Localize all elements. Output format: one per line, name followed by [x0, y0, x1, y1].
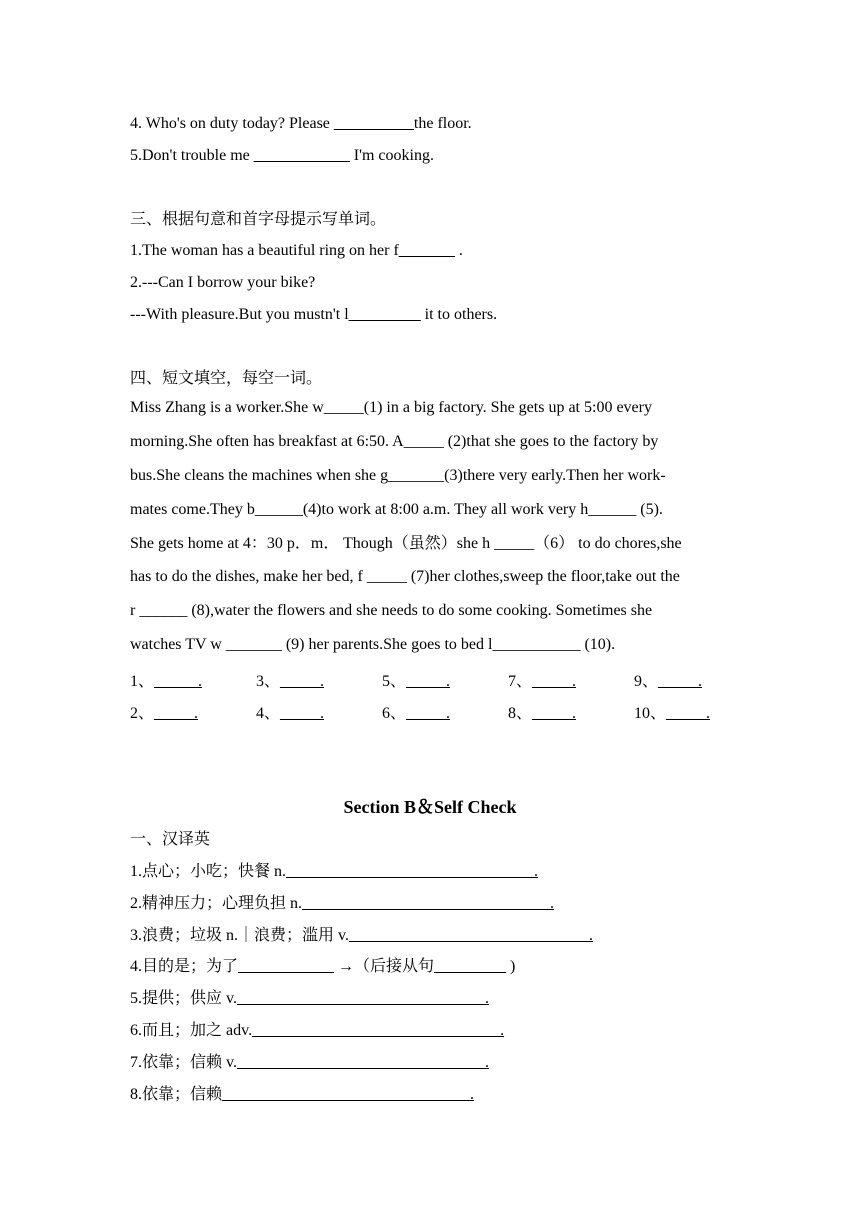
- part3-title: 三、根据句意和首字母提示写单词。: [130, 211, 387, 228]
- part3-question-1: 1.The woman has a beautiful ring on her f_______ .: [130, 242, 463, 259]
- part3-question-2a: 2.---Can I borrow your bike?: [130, 274, 316, 291]
- part2-question-5: 5.Don't trouble me ____________ I'm cooking.: [130, 147, 434, 164]
- answer-blank: _______________________________.: [286, 863, 539, 880]
- answer-blank: _______________________________.: [236, 990, 489, 1007]
- passage-line: watches TV w _______ (9) her parents.She goes to bed l___________ (10).: [130, 636, 616, 653]
- translation-item-2: 2.精神压力；心理负担 n._______________________________.: [130, 895, 555, 912]
- answer-blank: _______________________________.: [302, 895, 555, 912]
- answer-blank: __________: [333, 115, 414, 132]
- answer-slot: 8、_____.: [508, 705, 577, 722]
- answer-slot: 1、 _____.: [130, 673, 203, 690]
- answer-blank: _______________________________.: [236, 1054, 489, 1071]
- answer-blank: _______________________________.: [222, 1086, 475, 1103]
- answer-blank: _________: [348, 306, 421, 323]
- answer-slot: 2、_____.: [130, 705, 199, 722]
- answer-blank: ____________: [238, 958, 335, 975]
- part3-question-2b: ---With pleasure.But you mustn't l_________ it to others.: [130, 306, 498, 323]
- translation-item-8: 8.依靠；信赖_______________________________.: [130, 1086, 475, 1103]
- translation-item-1: 1.点心；小吃；快餐 n._______________________________.: [130, 863, 539, 880]
- answer-row-2: [130, 704, 760, 724]
- section-b-part1-title: 一、汉译英: [130, 831, 211, 848]
- part4-title: 四、短文填空，每空一词。: [130, 370, 323, 387]
- answer-blank: _________: [434, 958, 507, 975]
- answer-blank: _______________________________.: [252, 1022, 505, 1039]
- translation-item-6: 6.而且；加之 adv._______________________________.: [130, 1022, 505, 1039]
- translation-item-4: 4.目的是；为了____________ →（后接从句_________ ): [130, 958, 516, 975]
- answer-blank: ____________: [253, 147, 350, 164]
- answer-slot: 10、_____.: [634, 705, 711, 722]
- passage-line: has to do the dishes, make her bed, f _____ (7)her clothes,sweep the floor,take out the: [130, 568, 680, 585]
- passage-line: Miss Zhang is a worker.She w_____(1) in a big factory. She gets up at 5:00 every: [130, 399, 652, 416]
- answer-row-1: [130, 672, 760, 692]
- passage-line: r ______ (8),water the flowers and she needs to do some cooking. Sometimes she: [130, 602, 653, 619]
- answer-slot: 4、_____.: [256, 705, 325, 722]
- answer-slot: 3、_____.: [256, 673, 325, 690]
- part2-question-4: 4. Who's on duty today? Please __________the floor.: [130, 115, 472, 132]
- answer-slot: 6、_____.: [382, 705, 451, 722]
- translation-item-3: 3.浪费；垃圾 n.｜浪费；滥用 v.______________________________.: [130, 927, 593, 944]
- passage-line: bus.She cleans the machines when she g_______(3)there very early.Then her work-: [130, 467, 666, 484]
- answer-blank: _______: [398, 242, 455, 259]
- passage-line: morning.She often has breakfast at 6:50. A_____ (2)that she goes to the factory by: [130, 433, 659, 450]
- answer-slot: 5、_____.: [382, 673, 451, 690]
- passage-line: She gets home at 4：30 p．m． Though（虽然）she h _____（6） to do chores,she: [130, 535, 682, 552]
- section-heading: Section B＆Self Check: [343, 797, 517, 817]
- answer-slot: 7、_____.: [508, 673, 577, 690]
- answer-slot: 9、_____.: [634, 673, 703, 690]
- translation-item-5: 5.提供；供应 v._______________________________.: [130, 990, 489, 1007]
- answer-blank: ______________________________.: [348, 927, 593, 944]
- arrow-note: →（后接从句: [334, 958, 435, 975]
- passage-line: mates come.They b______(4)to work at 8:00 a.m. They all work very h______ (5).: [130, 501, 663, 518]
- translation-item-7: 7.依靠；信赖 v._______________________________.: [130, 1054, 489, 1071]
